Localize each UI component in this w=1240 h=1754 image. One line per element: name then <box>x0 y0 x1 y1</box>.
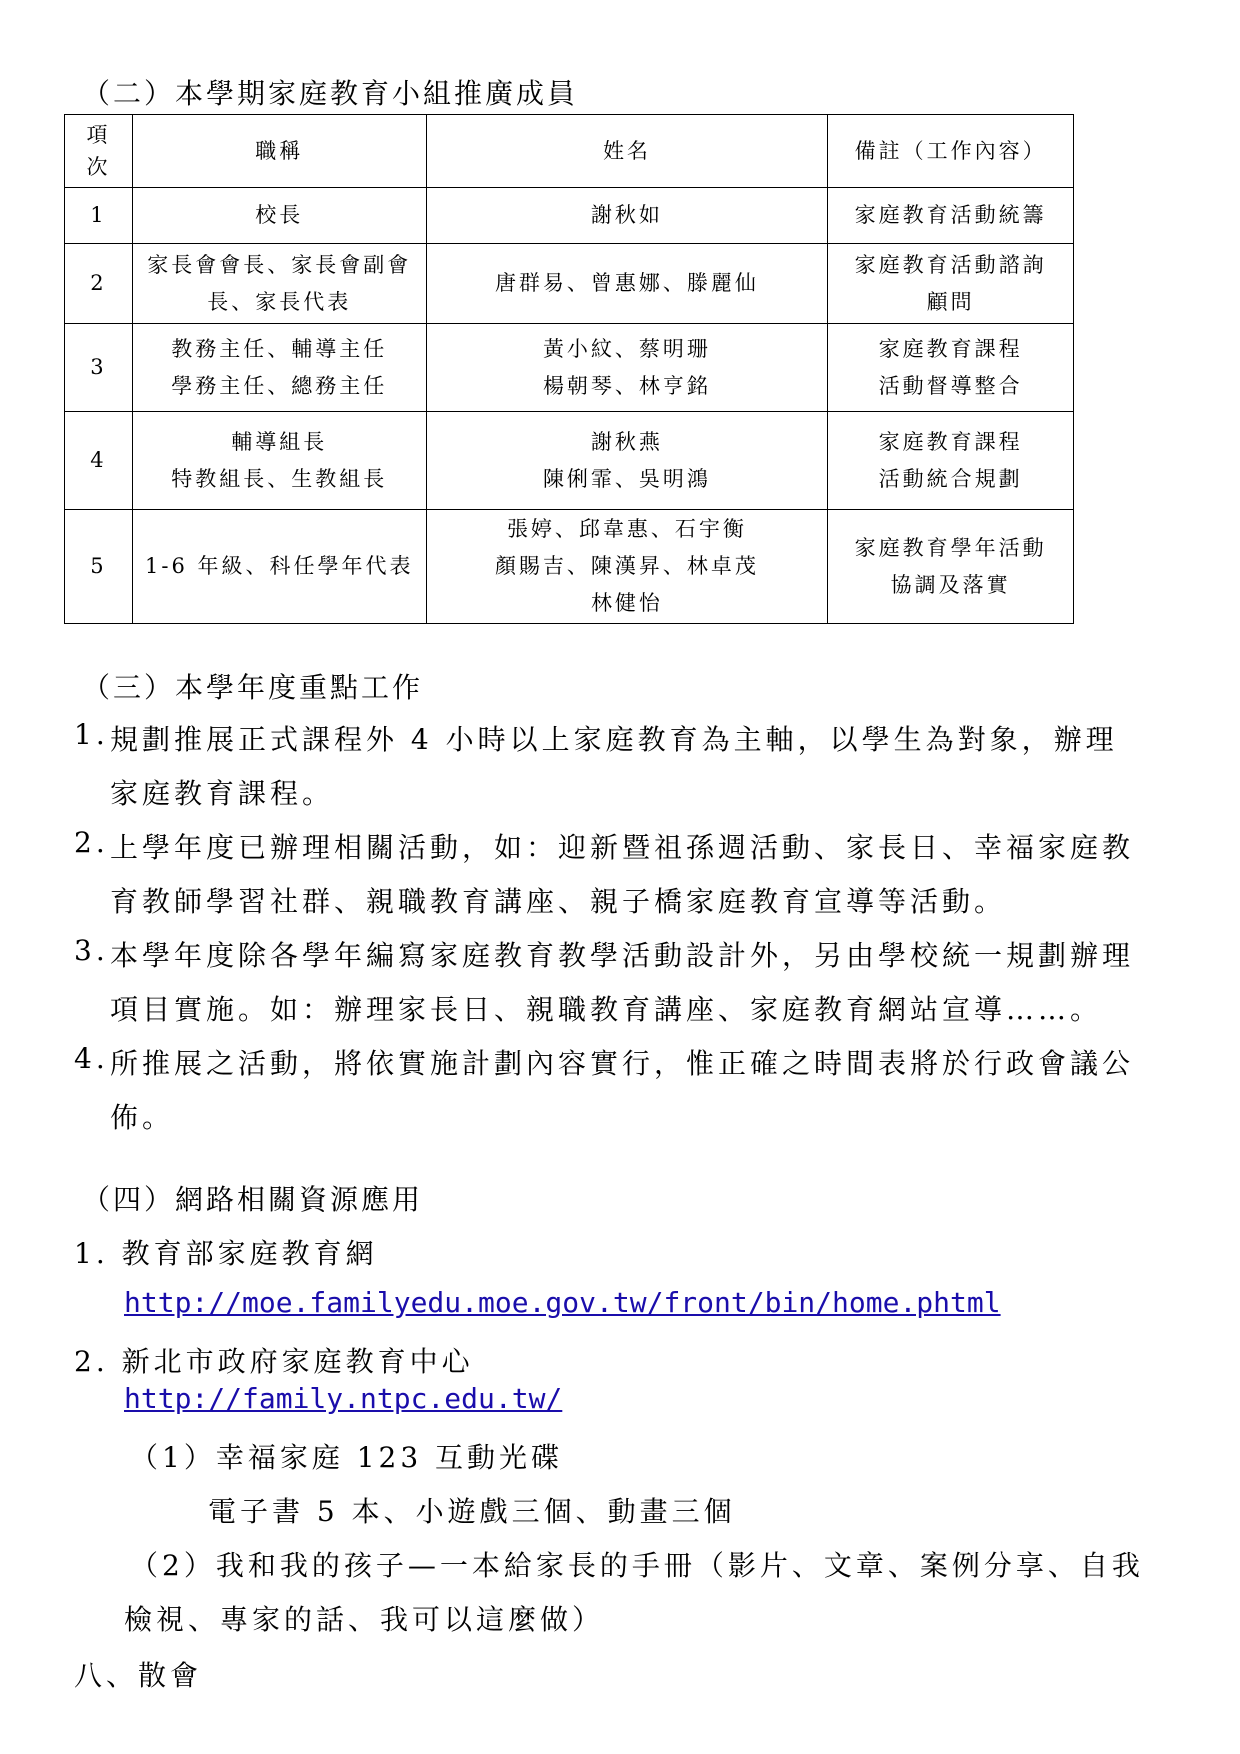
row-no: 4 <box>65 412 133 510</box>
resource-sub1-detail: 電子書 5 本、小遊戲三個、動畫三個 <box>208 1495 736 1528</box>
header-name: 姓名 <box>426 115 828 188</box>
item-1-number: 1. <box>74 718 109 751</box>
item-1-line1: 規劃推展正式課程外 4 小時以上家庭教育為主軸，以學生為對象，辦理 <box>110 723 1118 756</box>
table-row <box>65 244 1074 324</box>
item-2-line1: 上學年度已辦理相關活動，如：迎新暨祖孫週活動、家長日、幸福家庭教 <box>110 831 1135 864</box>
row-title-line: 特教組長、生教組長 <box>171 466 388 491</box>
item-2-line2: 育教師學習社群、親職教育講座、親子橋家庭教育宣導等活動。 <box>110 885 1007 918</box>
row-title-line: 校長 <box>255 203 304 227</box>
item-3-number: 3. <box>74 934 109 967</box>
header-no <box>65 115 133 188</box>
table-row <box>65 324 1074 412</box>
row-note-line: 活動督導整合 <box>878 373 1023 398</box>
row-note-line: 家庭教育活動諮詢 <box>854 252 1047 277</box>
header-no-char2: 次 <box>86 155 111 179</box>
row-names <box>426 412 828 510</box>
row-note-line: 顧問 <box>926 289 975 314</box>
row-title <box>132 324 426 412</box>
item-4-line1: 所推展之活動，將依實施計劃內容實行，惟正確之時間表將於行政會議公 <box>110 1047 1135 1080</box>
row-names-line: 楊朝琴、林亨銘 <box>542 373 711 398</box>
row-names <box>426 510 828 624</box>
row-title <box>132 188 426 244</box>
resource-2-label: 2. 新北市政府家庭教育中心 <box>74 1345 474 1378</box>
row-title-line: 1-6 年級、科任學年代表 <box>145 554 414 578</box>
row-names-line: 張婷、邱韋惠、石宇衡 <box>506 517 747 541</box>
row-names-line: 謝秋燕 <box>590 429 663 454</box>
row-no: 5 <box>65 510 133 624</box>
resource-1-label: 1. 教育部家庭教育網 <box>74 1237 378 1270</box>
row-title-line: 學務主任、總務主任 <box>171 373 388 398</box>
table-row <box>65 412 1074 510</box>
resource-sub2-line1: （2）我和我的孩子—一本給家長的手冊（影片、文章、案例分享、自我 <box>130 1549 1144 1582</box>
row-note <box>828 510 1074 624</box>
resource-1-link[interactable]: http://moe.familyedu.moe.gov.tw/front/bin/home.phtml <box>124 1286 1001 1319</box>
row-note <box>828 324 1074 412</box>
resource-2-link[interactable]: http://family.ntpc.edu.tw/ <box>124 1382 563 1415</box>
row-names <box>426 244 828 324</box>
row-note <box>828 244 1074 324</box>
row-title <box>132 510 426 624</box>
row-title-line: 教務主任、輔導主任 <box>171 336 388 361</box>
row-names-line: 顏賜吉、陳漢昇、林卓茂 <box>494 554 759 578</box>
row-note-line: 家庭教育課程 <box>878 336 1023 361</box>
row-names-line: 謝秋如 <box>590 203 663 227</box>
item-3-line1: 本學年度除各學年編寫家庭教育教學活動設計外，另由學校統一規劃辦理 <box>110 939 1135 972</box>
row-note-line: 家庭教育課程 <box>878 429 1023 454</box>
header-note: 備註（工作內容） <box>828 115 1074 188</box>
row-note-line: 家庭教育學年活動 <box>854 535 1047 560</box>
item-1-line2: 家庭教育課程。 <box>110 777 335 810</box>
row-note-line: 家庭教育活動統籌 <box>854 203 1047 227</box>
section4-title: （四）網路相關資源應用 <box>82 1183 424 1216</box>
members-table <box>64 114 1074 624</box>
row-names <box>426 324 828 412</box>
row-no: 1 <box>65 188 133 244</box>
row-note <box>828 412 1074 510</box>
table-row <box>65 510 1074 624</box>
row-title-line: 家長會會長、家長會副會 <box>147 252 412 277</box>
row-no: 3 <box>65 324 133 412</box>
row-note-line: 協調及落實 <box>890 572 1011 597</box>
row-title <box>132 244 426 324</box>
row-title <box>132 412 426 510</box>
row-note-line: 活動統合規劃 <box>878 466 1023 491</box>
table-header-row <box>65 115 1074 188</box>
table-row <box>65 188 1074 244</box>
row-names-line: 黃小紋、蔡明珊 <box>542 336 711 361</box>
row-names-line: 唐群易、曾惠娜、滕麗仙 <box>494 271 759 295</box>
item-2-number: 2. <box>74 826 109 859</box>
row-names-line: 陳俐霏、吳明鴻 <box>542 466 711 491</box>
resource-sub1-label: （1）幸福家庭 123 互動光碟 <box>130 1441 564 1474</box>
row-names <box>426 188 828 244</box>
row-note <box>828 188 1074 244</box>
row-title-line: 長、家長代表 <box>207 289 352 314</box>
header-title: 職稱 <box>132 115 426 188</box>
section3-title: （三）本學年度重點工作 <box>82 671 424 704</box>
closing-heading: 八、散會 <box>74 1659 203 1692</box>
resource-sub2-line2: 檢視、專家的話、我可以這麼做） <box>124 1603 605 1636</box>
item-4-number: 4. <box>74 1042 109 1075</box>
row-names-line: 林健怡 <box>590 591 663 615</box>
section2-title: （二）本學期家庭教育小組推廣成員 <box>82 77 579 110</box>
header-no-char1: 項 <box>86 123 111 147</box>
item-3-line2: 項目實施。如：辦理家長日、親職教育講座、家庭教育網站宣導……。 <box>110 993 1103 1026</box>
row-title-line: 輔導組長 <box>231 429 328 454</box>
row-no: 2 <box>65 244 133 324</box>
item-4-line2: 佈。 <box>110 1101 175 1134</box>
